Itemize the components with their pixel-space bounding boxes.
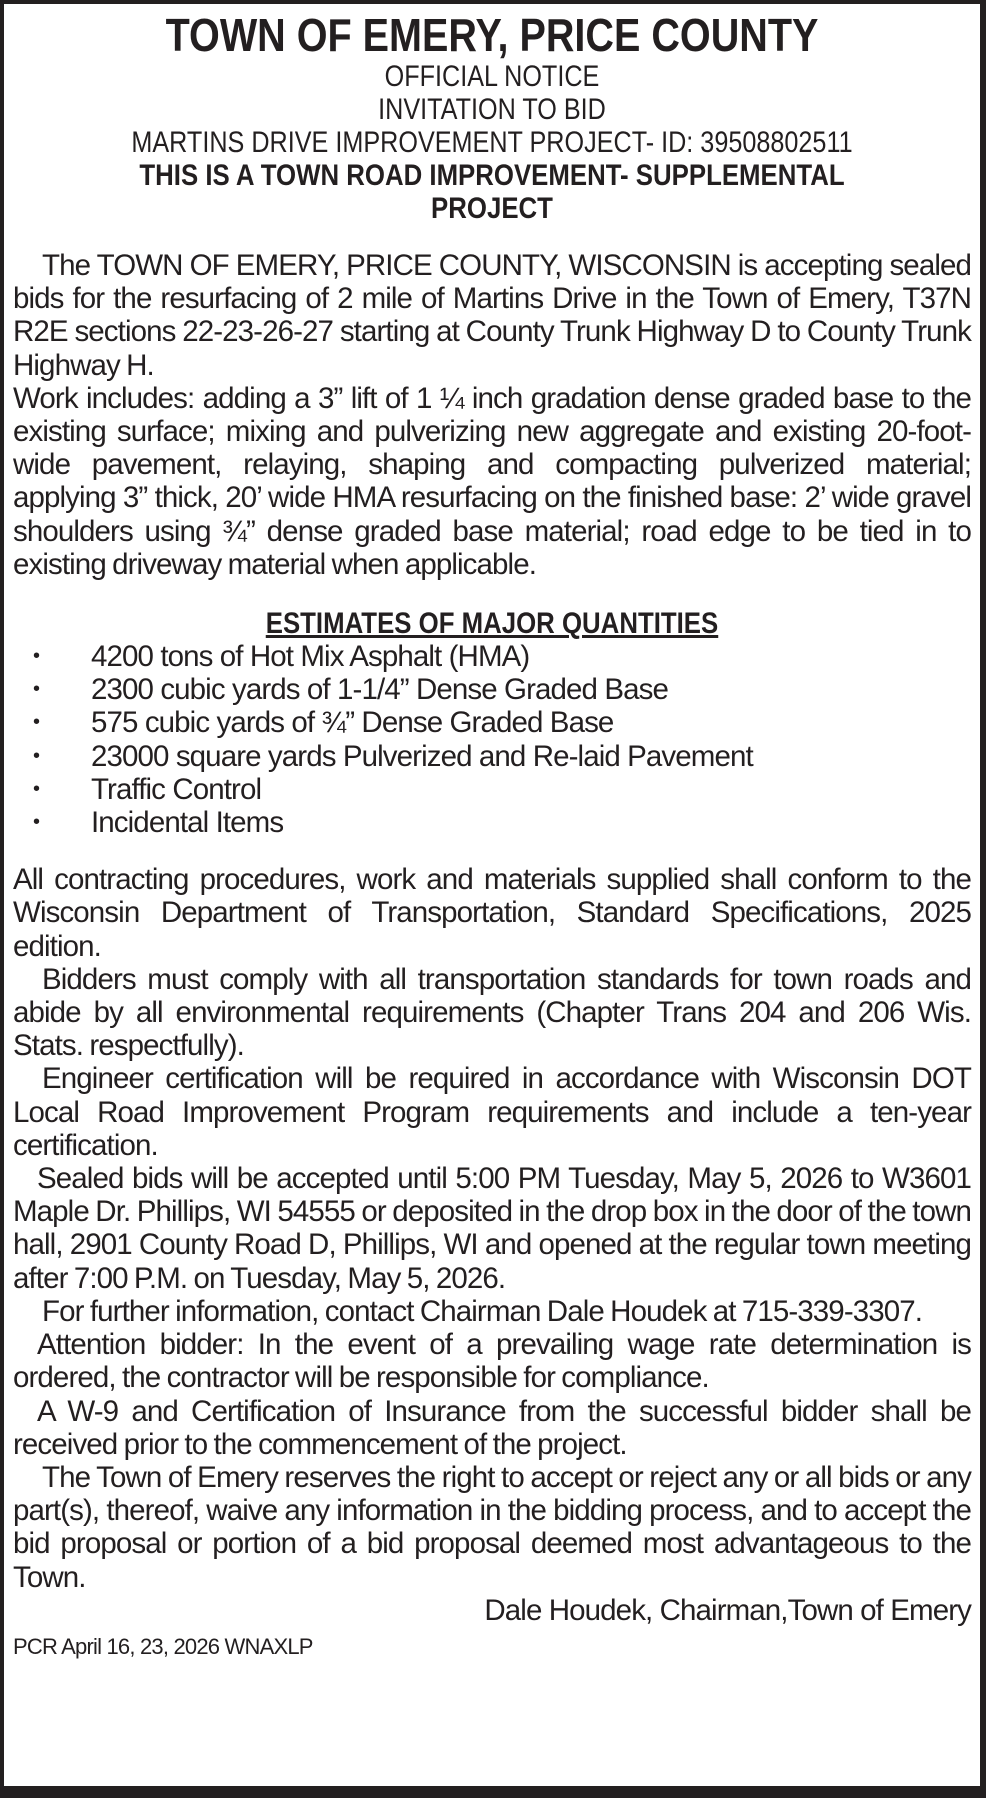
quantity-item [13,706,971,739]
quantity-item [13,740,971,773]
reservation-paragraph: The Town of Emery reserves the right to accept or reject any or all bids or any part(s), thereof, waive any information in the bidding process, and to accept the bid proposal or portion of a bid proposal deemed most advantageous to the Town. [13,1460,971,1594]
bullet-icon: • [33,777,40,800]
project-type-line-1: THIS IS A TOWN ROAD IMPROVEMENT- SUPPLEMENTAL [139,159,845,192]
quantity-item-text: 575 cubic yards of ¾” Dense Graded Base [91,706,614,740]
insurance-paragraph: A W-9 and Certification of Insurance from the successful bidder shall be received prior to the commencement of the project. [13,1394,971,1461]
bullet-icon: • [33,645,40,668]
terms-section [13,863,971,1593]
quantity-item-text: 23000 square yards Pulverized and Re-laid Pavement [91,739,753,773]
quantity-item [13,673,971,706]
quantity-item-text: Incidental Items [91,806,284,840]
quantity-item [13,640,971,673]
bullet-icon: • [33,744,40,767]
intro-section [13,249,971,581]
quantities-list [13,640,971,839]
contact-paragraph: For further information, contact Chairman Dale Houdek at 715-339-3307. [42,1294,923,1328]
invitation-to-bid-label: INVITATION TO BID [378,93,606,126]
publication-footer: PCR April 16, 23, 2026 WNAXLP [13,1633,313,1659]
standards-paragraph: All contracting procedures, work and materials supplied shall conform to the Wisconsin Department of Transportation, Standard Specifications, 2025 edition. [13,863,971,963]
work-includes-paragraph: Work includes: adding a 3” lift of 1 ¼ inch gradation dense graded base to the existing surface; mixing and pulverizing new aggregate and existing 20-foot-wide pavement, relaying, shaping and compacting pulverized material; applying 3” thick, 20’ wide HMA resurfacing on the finished base: 2’ wide gravel shoulders using ¾” dense graded base material; road edge to be tied in to existing driveway material when applicable. [13,381,971,581]
project-id-line: MARTINS DRIVE IMPROVEMENT PROJECT- ID: 39508802511 [131,126,853,159]
quantity-item [13,773,971,806]
signature-line: Dale Houdek, Chairman,Town of Emery [484,1593,971,1627]
notice-title: TOWN OF EMERY, PRICE COUNTY [165,9,819,61]
quantity-item [13,806,971,839]
bullet-icon: • [33,811,40,834]
compliance-paragraph: Bidders must comply with all transportation standards for town roads and abide by all environmental requirements (Chapter Trans 204 and 206 Wis. Stats. respectfully). [13,962,971,1063]
intro-paragraph: The TOWN OF EMERY, PRICE COUNTY, WISCONSIN is accepting sealed bids for the resurfacing of 2 mile of Martins Drive in the Town of Emery, T37N R2E sections 22-23-26-27 starting at County Trunk Highway D to County Trunk Highway H. [13,249,971,382]
quantity-item-text: Traffic Control [91,772,262,806]
certification-paragraph: Engineer certification will be required in accordance with Wisconsin DOT Local Road Improvement Program requirements and include a ten-year certification. [13,1062,971,1162]
quantities-heading: ESTIMATES OF MAJOR QUANTITIES [265,607,719,641]
official-notice-label: OFFICIAL NOTICE [384,60,600,93]
project-type-line-2: PROJECT [431,192,553,225]
prevailing-wage-paragraph: Attention bidder: In the event of a prevailing wage rate determination is ordered, the contractor will be responsible for compliance. [13,1328,971,1395]
notice-header [13,10,971,225]
quantity-item-text: 2300 cubic yards of 1-1/4” Dense Graded Base [91,673,668,707]
quantity-item-text: 4200 tons of Hot Mix Asphalt (HMA) [91,640,530,674]
notice-body [4,10,980,1660]
bullet-icon: • [33,678,40,701]
bullet-icon: • [33,711,40,734]
bid-deadline-paragraph: Sealed bids will be accepted until 5:00 PM Tuesday, May 5, 2026 to W3601 Maple Dr. Phillips, WI 54555 or deposited in the drop box in the door of the town hall, 2901 County Road D, Phillips, WI and opened at the regular town meeting after 7:00 P.M. on Tuesday, May 5, 2026. [13,1162,971,1295]
